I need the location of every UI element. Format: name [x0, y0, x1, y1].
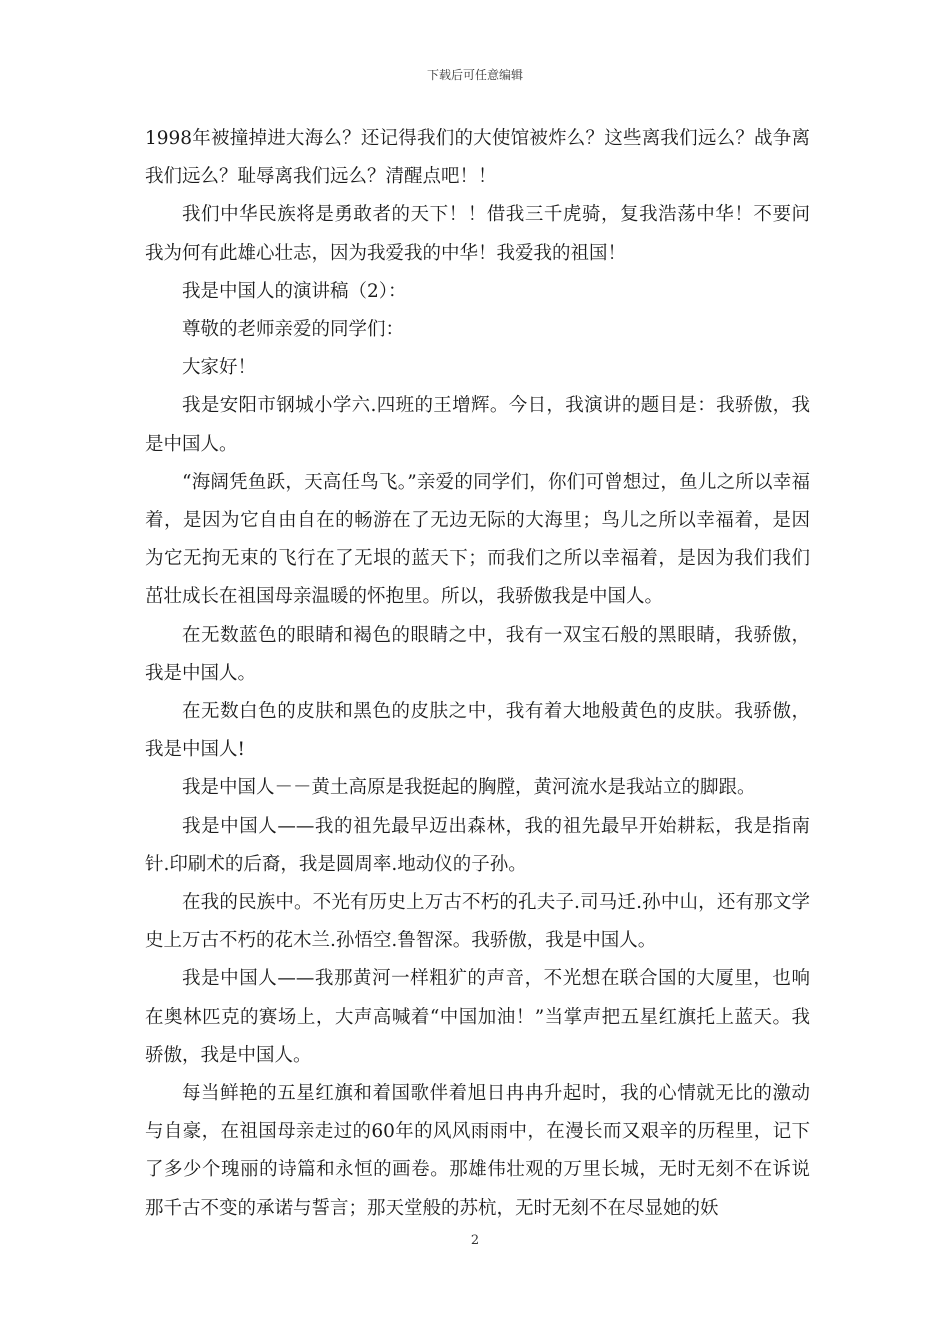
section-heading: 我是中国人的演讲稿（2）： [182, 280, 407, 302]
paragraph: 我是安阳市钢城小学六.四班的王增辉。今日，我演讲的题目是：我骄傲，我是中国人。 [145, 395, 810, 455]
document-body [145, 120, 810, 1228]
paragraph: 在无数白色的皮肤和黑色的皮肤之中，我有着大地般黄色的皮肤。我骄傲，我是中国人! [145, 701, 810, 761]
greeting: 大家好！ [182, 357, 257, 379]
paragraph: 我是中国人——我那黄河一样粗犷的声音，不光想在联合国的大厦里，也响在奥林匹克的赛场上，大声高喊着“中国加油！”当掌声把五星红旗托上蓝天。我骄傲，我是中国人。 [145, 968, 810, 1066]
paragraph: 我是中国人——我的祖先最早迈出森林，我的祖先最早开始耕耘，我是指南针.印刷术的后裔，我是圆周率.地动仪的子孙。 [145, 815, 810, 875]
paragraph: 每当鲜艳的五星红旗和着国歌伴着旭日冉冉升起时，我的心情就无比的激动与自豪，在祖国母亲走过的60年的风风雨雨中，在漫长而又艰辛的历程里，记下了多少个瑰丽的诗篇和永恒的画卷。那雄伟壮观的万里长城，无时无刻不在诉说那千古不变的承诺与誓言；那天堂般的苏杭，无时无刻不在尽显她的妖 [145, 1083, 810, 1219]
salutation: 尊敬的老师亲爱的同学们： [182, 319, 405, 341]
paragraph: “海阔凭鱼跃，天高任鸟飞。”亲爱的同学们，你们可曾想过，鱼儿之所以幸福着，是因为它自由自在的畅游在了无边无际的大海里；鸟儿之所以幸福着，是因为它无拘无束的飞行在了无垠的蓝天下；而我们之所以幸福着，是因为我们我们茁壮成长在祖国母亲温暖的怀抱里。所以，我骄傲我是中国人。 [145, 471, 810, 608]
page-number: 2 [470, 1233, 480, 1248]
page-header: 下载后可任意编辑 [426, 68, 523, 82]
paragraph: 我们中华民族将是勇敢者的天下！！借我三千虎骑，复我浩荡中华！不要问我为何有此雄心壮志，因为我爱我的中华！我爱我的祖国！ [145, 204, 810, 264]
paragraph: 在无数蓝色的眼睛和褐色的眼睛之中，我有一双宝石般的黑眼睛，我骄傲，我是中国人。 [145, 624, 810, 684]
paragraph: 在我的民族中。不光有历史上万古不朽的孔夫子.司马迁.孙中山，还有那文学史上万古不朽的花木兰.孙悟空.鲁智深。我骄傲，我是中国人。 [145, 892, 810, 952]
paragraph-continuation: 1998年被撞掉进大海么？还记得我们的大使馆被炸么？这些离我们远么？战争离我们远么？耻辱离我们远么？清醒点吧！！ [145, 128, 810, 188]
paragraph: 我是中国人－－黄土高原是我挺起的胸膛，黄河流水是我站立的脚跟。 [182, 777, 756, 799]
